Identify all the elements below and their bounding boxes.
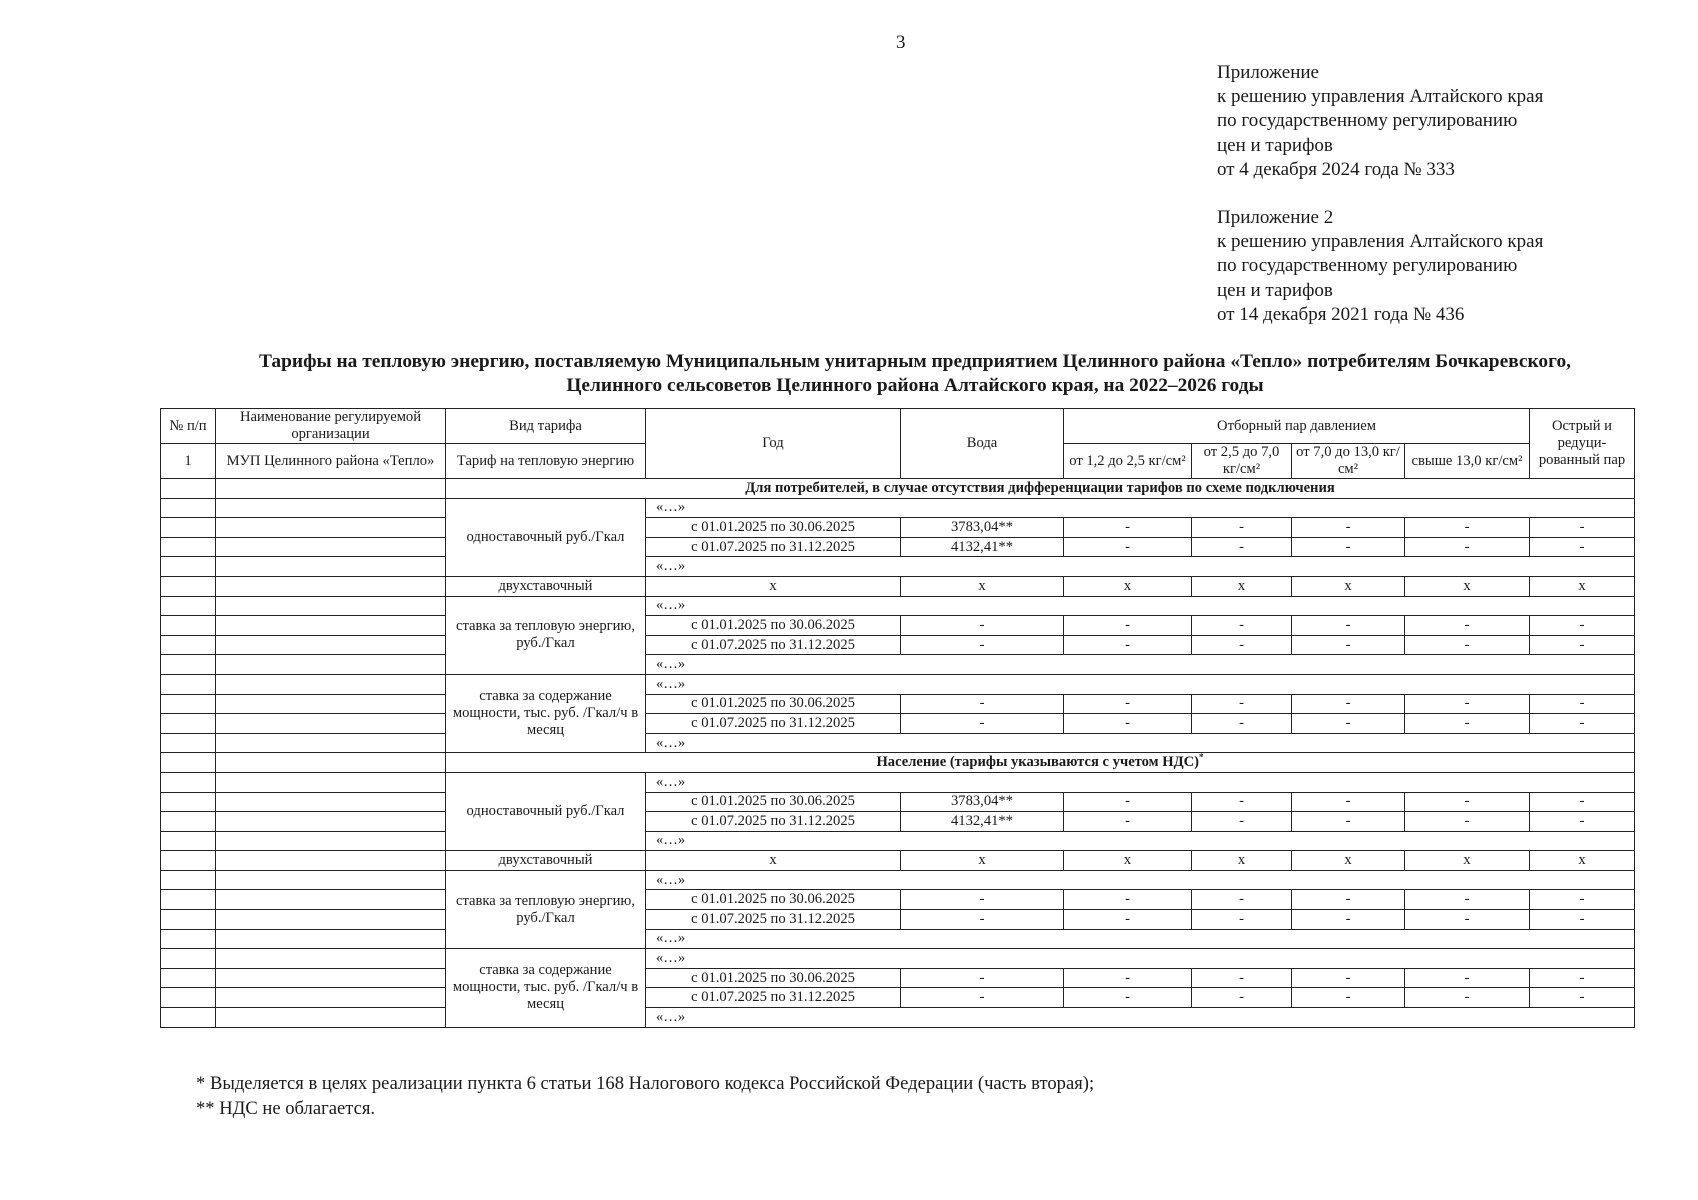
empty-cell	[161, 1008, 216, 1028]
empty-cell	[161, 557, 216, 577]
empty-cell	[161, 949, 216, 969]
table-row	[161, 812, 1635, 832]
empty-cell	[161, 479, 216, 499]
empty-cell	[216, 792, 446, 812]
empty-cell	[216, 733, 446, 753]
appendix-approval-block	[1217, 61, 1637, 182]
tariff-type-cell: одноставочный руб./Гкал	[446, 772, 646, 850]
footnotes	[196, 1072, 1094, 1121]
empty-cell	[216, 498, 446, 518]
value-cell: -	[1064, 714, 1192, 734]
empty-cell	[216, 616, 446, 636]
period-cell: с 01.07.2025 по 31.12.2025	[646, 537, 901, 557]
table-row	[161, 635, 1635, 655]
empty-cell	[216, 557, 446, 577]
approval-line: от 14 декабря 2021 года № 436	[1217, 303, 1465, 325]
water-value-cell: -	[901, 616, 1064, 636]
water-value-cell: -	[901, 694, 1064, 714]
table-row	[161, 831, 1635, 851]
tariff-type-cell: двухставочный	[446, 576, 646, 596]
table-row	[161, 674, 1635, 694]
water-value-cell: 3783,04**	[901, 792, 1064, 812]
empty-cell	[216, 694, 446, 714]
empty-cell	[161, 518, 216, 538]
value-cell: -	[1530, 988, 1635, 1008]
empty-cell	[216, 518, 446, 538]
empty-cell	[161, 635, 216, 655]
cross-cell: х	[1292, 576, 1405, 596]
value-cell: -	[1405, 910, 1530, 930]
ellipsis-cell: «…»	[646, 949, 1635, 969]
value-cell: -	[1192, 518, 1292, 538]
header-cell: Острый и редуци-рованный пар	[1530, 409, 1635, 479]
value-cell: -	[1292, 988, 1405, 1008]
header-cell: № п/п	[161, 409, 216, 444]
title-line-1: Тарифы на тепловую энергию, поставляемую Муниципальным унитарным предприятием Целинного района «Тепло» потребителям Бочкаревского,	[258, 351, 1571, 372]
empty-cell	[161, 714, 216, 734]
ellipsis-cell: «…»	[646, 596, 1635, 616]
tariff-type-cell: ставка за тепловую энергию, руб./Гкал	[446, 596, 646, 674]
empty-cell	[161, 792, 216, 812]
empty-cell	[161, 655, 216, 675]
ellipsis-cell: «…»	[646, 772, 1635, 792]
empty-cell	[161, 910, 216, 930]
approval-line: цен и тарифов	[1217, 134, 1333, 156]
table-row	[161, 870, 1635, 890]
value-cell: -	[1192, 635, 1292, 655]
section-heading: Для потребителей, в случае отсутствия дифференциации тарифов по схеме подключения	[446, 479, 1635, 499]
approval-line: Приложение	[1217, 62, 1319, 83]
value-cell: -	[1192, 714, 1292, 734]
ellipsis-cell: «…»	[646, 733, 1635, 753]
period-cell: с 01.01.2025 по 30.06.2025	[646, 792, 901, 812]
empty-cell	[161, 870, 216, 890]
cross-cell: х	[1292, 851, 1405, 871]
footnote: ** НДС не облагается.	[196, 1097, 376, 1119]
table-row	[161, 949, 1635, 969]
value-cell: -	[1292, 714, 1405, 734]
empty-cell	[216, 949, 446, 969]
cross-cell: х	[901, 576, 1064, 596]
value-cell: -	[1192, 910, 1292, 930]
value-cell: -	[1192, 890, 1292, 910]
header-cell: Вода	[901, 409, 1064, 479]
empty-cell	[161, 988, 216, 1008]
tariff-type-cell: ставка за содержание мощности, тыс. руб. /Гкал/ч в месяц	[446, 949, 646, 1027]
ellipsis-cell: «…»	[646, 674, 1635, 694]
header-cell: свыше 13,0 кг/см²	[1405, 444, 1530, 479]
water-value-cell: 3783,04**	[901, 518, 1064, 538]
value-cell: -	[1405, 988, 1530, 1008]
value-cell: -	[1292, 968, 1405, 988]
value-cell: -	[1405, 792, 1530, 812]
value-cell: -	[1064, 890, 1192, 910]
approval-line: по государственному регулированию	[1217, 110, 1518, 132]
table-header-row	[161, 409, 1635, 444]
value-cell: -	[1064, 635, 1192, 655]
value-cell: -	[1530, 792, 1635, 812]
empty-cell	[216, 714, 446, 734]
value-cell: -	[1192, 988, 1292, 1008]
table-row	[161, 929, 1635, 949]
water-value-cell: 4132,41**	[901, 537, 1064, 557]
period-cell: с 01.01.2025 по 30.06.2025	[646, 694, 901, 714]
header-cell: Отборный пар давлением	[1064, 409, 1530, 444]
value-cell: -	[1064, 792, 1192, 812]
table-row	[161, 753, 1635, 773]
value-cell: -	[1405, 968, 1530, 988]
ellipsis-cell: «…»	[646, 557, 1635, 577]
empty-cell	[216, 831, 446, 851]
water-value-cell: -	[901, 988, 1064, 1008]
empty-cell	[216, 772, 446, 792]
header-cell: от 2,5 до 7,0 кг/см²	[1192, 444, 1292, 479]
water-value-cell: -	[901, 890, 1064, 910]
period-cell: с 01.07.2025 по 31.12.2025	[646, 910, 901, 930]
table-cell: Тариф на тепловую энергию	[446, 444, 646, 479]
empty-cell	[216, 479, 446, 499]
value-cell: -	[1530, 635, 1635, 655]
value-cell: -	[1192, 812, 1292, 832]
period-cell: с 01.07.2025 по 31.12.2025	[646, 988, 901, 1008]
approval-line: Приложение 2	[1217, 207, 1334, 228]
ellipsis-cell: «…»	[646, 655, 1635, 675]
tariff-table	[160, 408, 1635, 1028]
page-number: 3	[896, 32, 906, 53]
cross-cell: х	[1530, 576, 1635, 596]
footnote-mark: *	[1199, 752, 1204, 763]
value-cell: -	[1192, 792, 1292, 812]
cross-cell: х	[646, 851, 901, 871]
value-cell: -	[1064, 616, 1192, 636]
empty-cell	[161, 498, 216, 518]
value-cell: -	[1064, 694, 1192, 714]
value-cell: -	[1292, 812, 1405, 832]
table-row	[161, 890, 1635, 910]
table-row	[161, 655, 1635, 675]
header-cell: Вид тарифа	[446, 409, 646, 444]
water-value-cell: -	[901, 910, 1064, 930]
value-cell: -	[1292, 635, 1405, 655]
value-cell: -	[1192, 537, 1292, 557]
value-cell: -	[1064, 988, 1192, 1008]
table-row	[161, 596, 1635, 616]
value-cell: -	[1292, 890, 1405, 910]
value-cell: -	[1530, 616, 1635, 636]
period-cell: с 01.07.2025 по 31.12.2025	[646, 812, 901, 832]
table-row	[161, 714, 1635, 734]
ellipsis-cell: «…»	[646, 498, 1635, 518]
period-cell: с 01.01.2025 по 30.06.2025	[646, 616, 901, 636]
value-cell: -	[1292, 616, 1405, 636]
table-row	[161, 537, 1635, 557]
value-cell: -	[1530, 890, 1635, 910]
approval-line: к решению управления Алтайского края	[1217, 86, 1544, 108]
value-cell: -	[1530, 694, 1635, 714]
table-row	[161, 557, 1635, 577]
table-row	[161, 851, 1635, 871]
ellipsis-cell: «…»	[646, 831, 1635, 851]
table-row	[161, 733, 1635, 753]
empty-cell	[216, 537, 446, 557]
water-value-cell: -	[901, 635, 1064, 655]
table-row	[161, 1008, 1635, 1028]
table-row	[161, 694, 1635, 714]
value-cell: -	[1530, 714, 1635, 734]
title-line-2: Целинного сельсоветов Целинного района Алтайского края, на 2022–2026 годы	[566, 375, 1264, 396]
ellipsis-cell: «…»	[646, 929, 1635, 949]
value-cell: -	[1405, 812, 1530, 832]
approval-line: к решению управления Алтайского края	[1217, 231, 1544, 253]
value-cell: -	[1530, 812, 1635, 832]
table-row	[161, 968, 1635, 988]
ellipsis-cell: «…»	[646, 1008, 1635, 1028]
footnote: * Выделяется в целях реализации пункта 6 статьи 168 Налогового кодекса Российской Федерации (часть вторая);	[196, 1073, 1095, 1094]
period-cell: с 01.01.2025 по 30.06.2025	[646, 968, 901, 988]
empty-cell	[216, 576, 446, 596]
empty-cell	[161, 694, 216, 714]
table-row	[161, 910, 1635, 930]
value-cell: -	[1192, 968, 1292, 988]
value-cell: -	[1405, 537, 1530, 557]
value-cell: -	[1405, 694, 1530, 714]
section-heading	[446, 753, 1635, 773]
value-cell: -	[1064, 518, 1192, 538]
table-row	[161, 988, 1635, 1008]
tariff-type-cell: ставка за содержание мощности, тыс. руб. /Гкал/ч в месяц	[446, 674, 646, 752]
value-cell: -	[1064, 968, 1192, 988]
empty-cell	[161, 772, 216, 792]
section-heading-text: Население (тарифы указываются с учетом НДС)	[876, 754, 1200, 771]
table-cell: 1	[161, 444, 216, 479]
table-cell: МУП Целинного района «Тепло»	[216, 444, 446, 479]
tariff-type-cell: одноставочный руб./Гкал	[446, 498, 646, 576]
value-cell: -	[1192, 694, 1292, 714]
cross-cell: х	[646, 576, 901, 596]
value-cell: -	[1530, 518, 1635, 538]
empty-cell	[216, 929, 446, 949]
cross-cell: х	[1192, 576, 1292, 596]
value-cell: -	[1405, 635, 1530, 655]
water-value-cell: -	[901, 714, 1064, 734]
document-title	[150, 350, 1680, 398]
value-cell: -	[1405, 714, 1530, 734]
period-cell: с 01.07.2025 по 31.12.2025	[646, 714, 901, 734]
cross-cell: х	[1064, 576, 1192, 596]
empty-cell	[161, 576, 216, 596]
empty-cell	[216, 988, 446, 1008]
empty-cell	[161, 616, 216, 636]
cross-cell: х	[1192, 851, 1292, 871]
empty-cell	[216, 655, 446, 675]
period-cell: с 01.07.2025 по 31.12.2025	[646, 635, 901, 655]
empty-cell	[216, 812, 446, 832]
period-cell: с 01.01.2025 по 30.06.2025	[646, 518, 901, 538]
empty-cell	[161, 890, 216, 910]
cross-cell: х	[1530, 851, 1635, 871]
empty-cell	[161, 753, 216, 773]
header-cell: Наименование регулируемой организации	[216, 409, 446, 444]
header-cell: Год	[646, 409, 901, 479]
empty-cell	[161, 812, 216, 832]
empty-cell	[216, 1008, 446, 1028]
water-value-cell: 4132,41**	[901, 812, 1064, 832]
tariff-type-cell: ставка за тепловую энергию, руб./Гкал	[446, 870, 646, 948]
approval-line: от 4 декабря 2024 года № 333	[1217, 158, 1455, 180]
value-cell: -	[1064, 910, 1192, 930]
empty-cell	[216, 674, 446, 694]
empty-cell	[216, 870, 446, 890]
cross-cell: х	[1064, 851, 1192, 871]
value-cell: -	[1292, 792, 1405, 812]
period-cell: с 01.01.2025 по 30.06.2025	[646, 890, 901, 910]
header-cell: от 1,2 до 2,5 кг/см²	[1064, 444, 1192, 479]
empty-cell	[161, 733, 216, 753]
cross-cell: х	[1405, 576, 1530, 596]
water-value-cell: -	[901, 968, 1064, 988]
value-cell: -	[1405, 616, 1530, 636]
value-cell: -	[1530, 537, 1635, 557]
table-row	[161, 498, 1635, 518]
appendix-2-approval-block	[1217, 206, 1637, 327]
value-cell: -	[1292, 537, 1405, 557]
cross-cell: х	[901, 851, 1064, 871]
value-cell: -	[1192, 616, 1292, 636]
table-row	[161, 479, 1635, 499]
empty-cell	[216, 753, 446, 773]
empty-cell	[216, 910, 446, 930]
empty-cell	[216, 968, 446, 988]
empty-cell	[161, 537, 216, 557]
value-cell: -	[1064, 812, 1192, 832]
value-cell: -	[1064, 537, 1192, 557]
table-row	[161, 772, 1635, 792]
value-cell: -	[1530, 910, 1635, 930]
table-row	[161, 616, 1635, 636]
empty-cell	[161, 929, 216, 949]
empty-cell	[161, 596, 216, 616]
empty-cell	[216, 851, 446, 871]
approval-line: цен и тарифов	[1217, 279, 1333, 301]
empty-cell	[161, 674, 216, 694]
value-cell: -	[1292, 694, 1405, 714]
table-row	[161, 576, 1635, 596]
approval-line: по государственному регулированию	[1217, 255, 1518, 277]
cross-cell: х	[1405, 851, 1530, 871]
table-row	[161, 792, 1635, 812]
value-cell: -	[1405, 890, 1530, 910]
tariff-type-cell: двухставочный	[446, 851, 646, 871]
table-row	[161, 518, 1635, 538]
value-cell: -	[1292, 518, 1405, 538]
header-cell: от 7,0 до 13,0 кг/см²	[1292, 444, 1405, 479]
empty-cell	[216, 596, 446, 616]
ellipsis-cell: «…»	[646, 870, 1635, 890]
empty-cell	[216, 890, 446, 910]
value-cell: -	[1530, 968, 1635, 988]
value-cell: -	[1405, 518, 1530, 538]
empty-cell	[161, 851, 216, 871]
empty-cell	[216, 635, 446, 655]
value-cell: -	[1292, 910, 1405, 930]
empty-cell	[161, 831, 216, 851]
empty-cell	[161, 968, 216, 988]
